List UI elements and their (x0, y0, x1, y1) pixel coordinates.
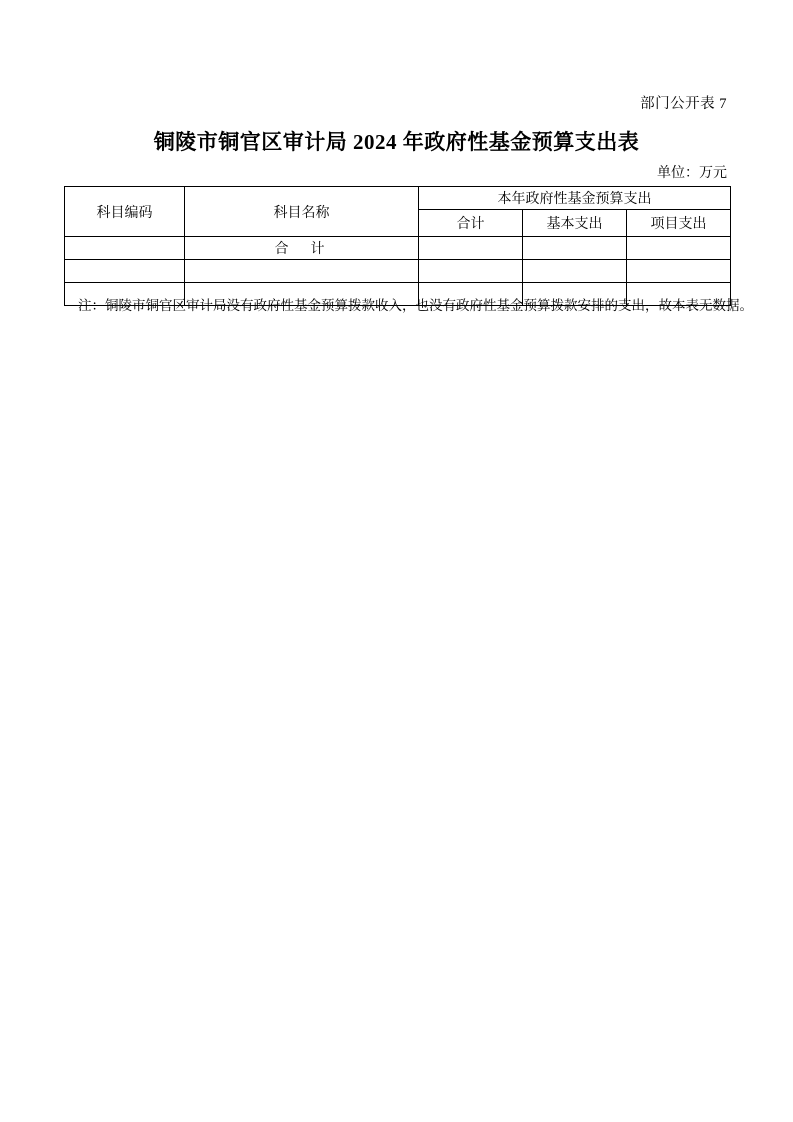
cell-project (627, 237, 731, 260)
cell-basic (523, 237, 627, 260)
unit-label: 单位：万元 (657, 166, 727, 181)
cell-subject-code (65, 260, 185, 283)
cell-total (419, 260, 523, 283)
cell-total (419, 237, 523, 260)
table-row (65, 237, 731, 260)
cell-project (627, 260, 731, 283)
public-table-label: 部门公开表 7 (640, 96, 727, 112)
table-row (65, 260, 731, 283)
budget-table (64, 186, 731, 306)
header-group-gov-fund-expenditure: 本年政府性基金预算支出 (419, 187, 731, 210)
header-subject-code: 科目编码 (65, 187, 185, 237)
cell-basic (523, 260, 627, 283)
cell-subject-name: 合 计 (185, 237, 419, 260)
cell-subject-name (185, 260, 419, 283)
header-project-expenditure: 项目支出 (627, 210, 731, 237)
header-total: 合计 (419, 210, 523, 237)
table-head (65, 187, 731, 237)
table-note (64, 296, 753, 316)
cell-subject-code (65, 237, 185, 260)
page-title: 铜陵市铜官区审计局 2024 年政府性基金预算支出表 (153, 130, 640, 154)
header-basic-expenditure: 基本支出 (523, 210, 627, 237)
header-subject-name: 科目名称 (185, 187, 419, 237)
table-note-text: 注：铜陵市铜官区审计局没有政府性基金预算拨款收入，也没有政府性基金预算拨款安排的支出，故本表无数据。 (78, 298, 753, 313)
